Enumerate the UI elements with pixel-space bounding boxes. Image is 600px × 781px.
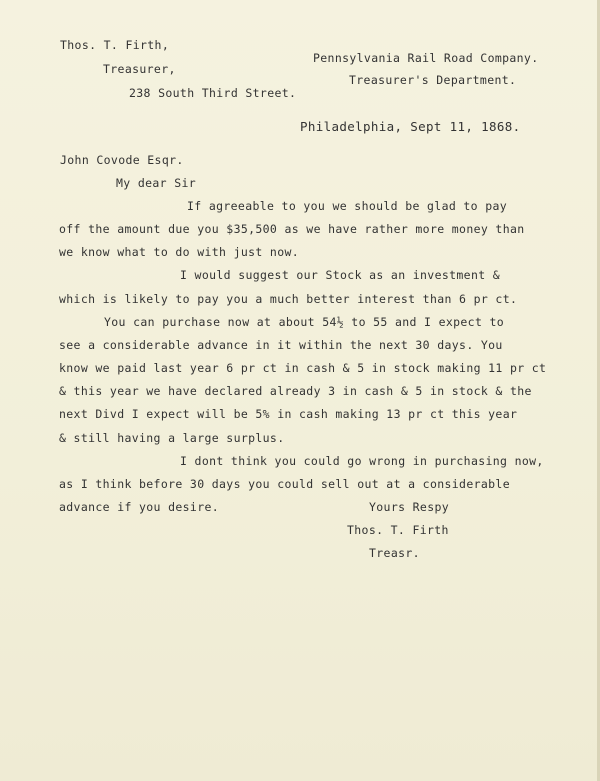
body-line: You can purchase now at about 54½ to 55 and I expect to bbox=[104, 315, 505, 329]
body-line: & still having a large surplus. bbox=[59, 431, 285, 445]
body-line: know we paid last year 6 pr ct in cash & 5 in stock making 11 pr ct bbox=[59, 361, 547, 375]
signature: Thos. T. Firth bbox=[347, 523, 449, 537]
dateline: Philadelphia, Sept 11, 1868. bbox=[300, 119, 521, 134]
company-name: Pennsylvania Rail Road Company. bbox=[313, 51, 539, 65]
sender-name: Thos. T. Firth, bbox=[60, 38, 170, 52]
body-line: I would suggest our Stock as an investment & bbox=[180, 268, 501, 282]
sender-title: Treasurer, bbox=[103, 62, 176, 76]
body-line: next Divd I expect will be 5% in cash making 13 pr ct this year bbox=[59, 407, 518, 421]
salutation: My dear Sir bbox=[116, 176, 197, 190]
sender-address: 238 South Third Street. bbox=[129, 86, 297, 100]
body-line: I dont think you could go wrong in purchasing now, bbox=[180, 454, 544, 468]
company-department: Treasurer's Department. bbox=[349, 73, 517, 87]
signer-role: Treasr. bbox=[369, 546, 420, 560]
recipient: John Covode Esqr. bbox=[60, 153, 184, 167]
body-line: as I think before 30 days you could sell out at a considerable bbox=[59, 477, 510, 491]
valediction: Yours Respy bbox=[369, 500, 450, 514]
body-line: If agreeable to you we should be glad to pay bbox=[187, 199, 508, 213]
body-line: & this year we have declared already 3 in cash & 5 in stock & the bbox=[59, 384, 532, 398]
body-line: off the amount due you $35,500 as we have rather more money than bbox=[59, 222, 525, 236]
body-line: we know what to do with just now. bbox=[59, 245, 300, 259]
body-line: advance if you desire. bbox=[59, 500, 220, 514]
body-line: which is likely to pay you a much better interest than 6 pr ct. bbox=[59, 292, 518, 306]
body-line: see a considerable advance in it within the next 30 days. You bbox=[59, 338, 503, 352]
